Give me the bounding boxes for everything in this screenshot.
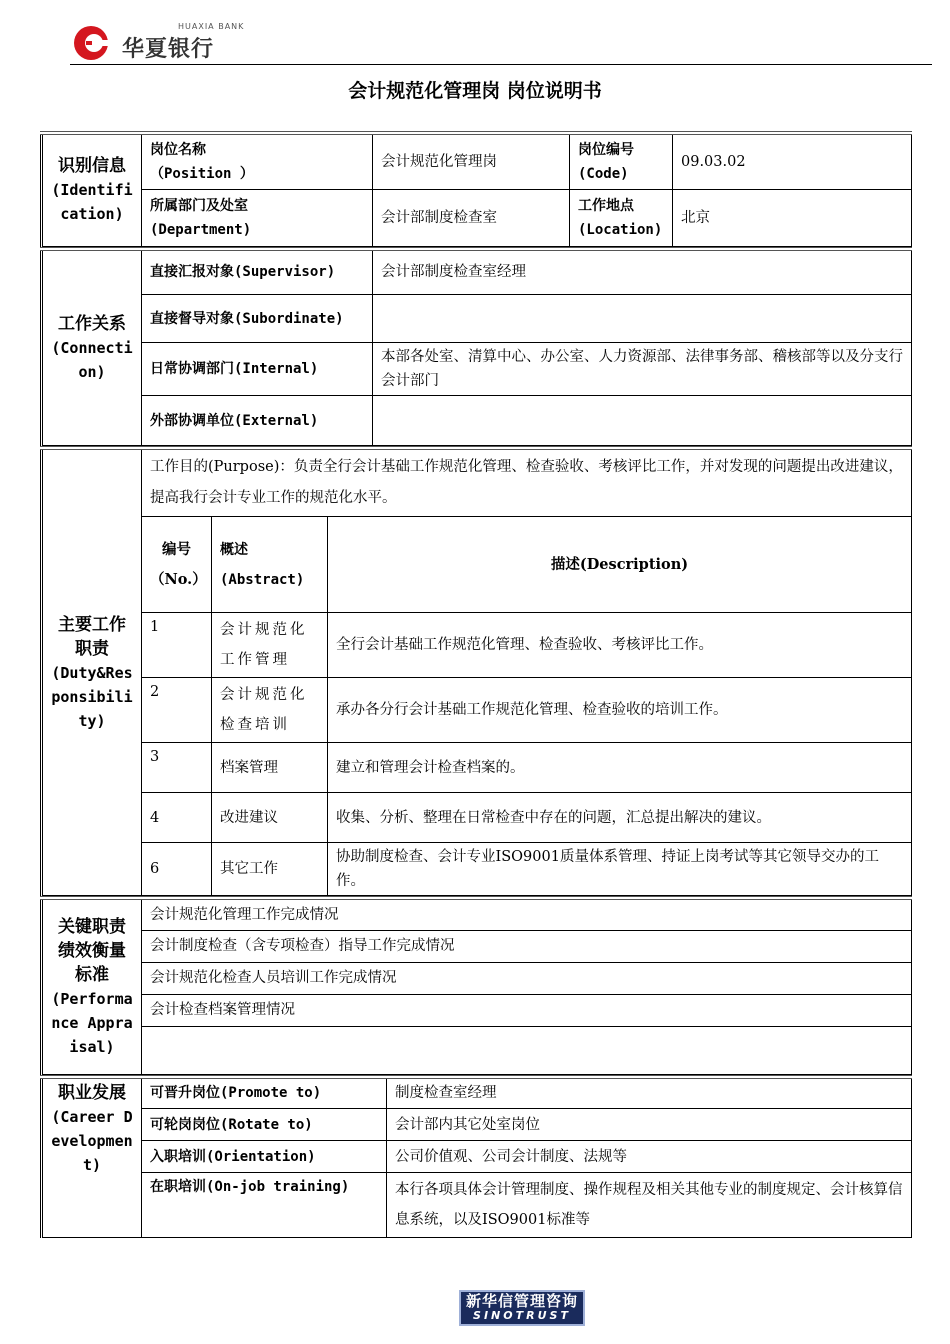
performance-item: 会计检查档案管理情况 (142, 994, 912, 1026)
performance-item: 会计规范化管理工作完成情况 (142, 898, 912, 930)
department-label: 所属部门及处室 (Department) (142, 189, 373, 246)
duty-no: 1 (142, 613, 212, 678)
duty-abstract: 档案管理 (212, 743, 328, 793)
career-table (40, 1075, 912, 1239)
page-title: 会计规范化管理岗 岗位说明书 (348, 80, 602, 102)
relations-table (40, 247, 912, 447)
duty-description: 协助制度检查、会计专业ISO9001质量体系管理、持证上岗考试等其它领导交办的工作。 (328, 843, 912, 896)
duty-abstract: 改进建议 (212, 793, 328, 843)
duty-description: 建立和管理会计检查档案的。 (328, 743, 912, 793)
identification-section-label: 识别信息 (Identification) (42, 133, 142, 246)
external-label: 外部协调单位(External) (142, 396, 373, 446)
promote-label: 可晋升岗位(Promote to) (142, 1077, 387, 1109)
rotate-label: 可轮岗岗位(Rotate to) (142, 1109, 387, 1141)
duty-no: 4 (142, 793, 212, 843)
internal-label: 日常协调部门(Internal) (142, 343, 373, 396)
location-label: 工作地点 (Location) (570, 189, 673, 246)
department-value: 会计部制度检查室 (373, 189, 570, 246)
duty-abstract: 会计规范化工作管理 (212, 613, 328, 678)
job-description-sheet (40, 131, 912, 1238)
duties-table (40, 446, 912, 896)
col-no-header: 编号（No.） (142, 517, 212, 613)
performance-section-label: 关键职责绩效衡量标准 (Performance Appraisal) (42, 898, 142, 1074)
duty-row (42, 743, 912, 793)
huaxia-logo-icon (72, 24, 110, 62)
duty-row (42, 793, 912, 843)
col-description-header: 描述(Description) (328, 517, 912, 613)
code-label: 岗位编号 (Code) (570, 133, 673, 189)
duty-abstract: 其它工作 (212, 843, 328, 896)
duty-row (42, 678, 912, 743)
duties-section-label: 主要工作职责 (Duty&Responsibility) (42, 448, 142, 896)
duty-description: 承办各分行会计基础工作规范化管理、检查验收的培训工作。 (328, 678, 912, 743)
bank-name-en: HUAXIA BANK (178, 22, 245, 31)
external-value (373, 396, 912, 446)
rotate-value: 会计部内其它处室岗位 (387, 1109, 912, 1141)
duty-row (42, 843, 912, 896)
position-label: 岗位名称 （Position ） (142, 133, 373, 189)
page-header (70, 22, 932, 65)
position-value: 会计规范化管理岗 (373, 133, 570, 189)
duty-no: 6 (142, 843, 212, 896)
onjob-value: 本行各项具体会计管理制度、操作规程及相关其他专业的制度规定、会计核算信息系统，以及ISO9001标准等 (387, 1173, 912, 1238)
subordinate-label: 直接督导对象(Subordinate) (142, 295, 373, 343)
performance-table (40, 896, 912, 1075)
location-value: 北京 (673, 189, 912, 246)
supervisor-value: 会计部制度检查室经理 (373, 249, 912, 295)
subordinate-value (373, 295, 912, 343)
performance-item (142, 1026, 912, 1074)
relations-section-label: 工作关系 (Connection) (42, 249, 142, 446)
duty-no: 2 (142, 678, 212, 743)
duty-row (42, 613, 912, 678)
orientation-label: 入职培训(Orientation) (142, 1141, 387, 1173)
footer-brand-en: SINOTRUST (473, 1309, 571, 1322)
internal-value: 本部各处室、清算中心、办公室、人力资源部、法律事务部、稽核部等以及分支行会计部门 (373, 343, 912, 396)
career-section-label: 职业发展 (Career Development) (42, 1077, 142, 1238)
orientation-value: 公司价值观、公司会计制度、法规等 (387, 1141, 912, 1173)
sinotrust-logo (459, 1290, 585, 1326)
duty-description: 收集、分析、整理在日常检查中存在的问题，汇总提出解决的建议。 (328, 793, 912, 843)
onjob-label: 在职培训(On-job training) (142, 1173, 387, 1238)
bank-name-cn: 华夏银行 (122, 37, 215, 62)
footer-brand-cn: 新华信管理咨询 (465, 1292, 578, 1310)
code-value: 09.03.02 (673, 133, 912, 189)
supervisor-label: 直接汇报对象(Supervisor) (142, 249, 373, 295)
purpose-text: 工作目的(Purpose)：负责全行会计基础工作规范化管理、检查验收、考核评比工作，并对发现的问题提出改进建议，提高我行会计专业工作的规范化水平。 (142, 448, 912, 517)
performance-item: 会计制度检查（含专项检查）指导工作完成情况 (142, 930, 912, 962)
promote-value: 制度检查室经理 (387, 1077, 912, 1109)
duty-description: 全行会计基础工作规范化管理、检查验收、考核评比工作。 (328, 613, 912, 678)
duty-no: 3 (142, 743, 212, 793)
col-abstract-header: 概述(Abstract) (212, 517, 328, 613)
identification-table (40, 131, 912, 247)
performance-item: 会计规范化检查人员培训工作完成情况 (142, 962, 912, 994)
duty-abstract: 会计规范化检查培训 (212, 678, 328, 743)
